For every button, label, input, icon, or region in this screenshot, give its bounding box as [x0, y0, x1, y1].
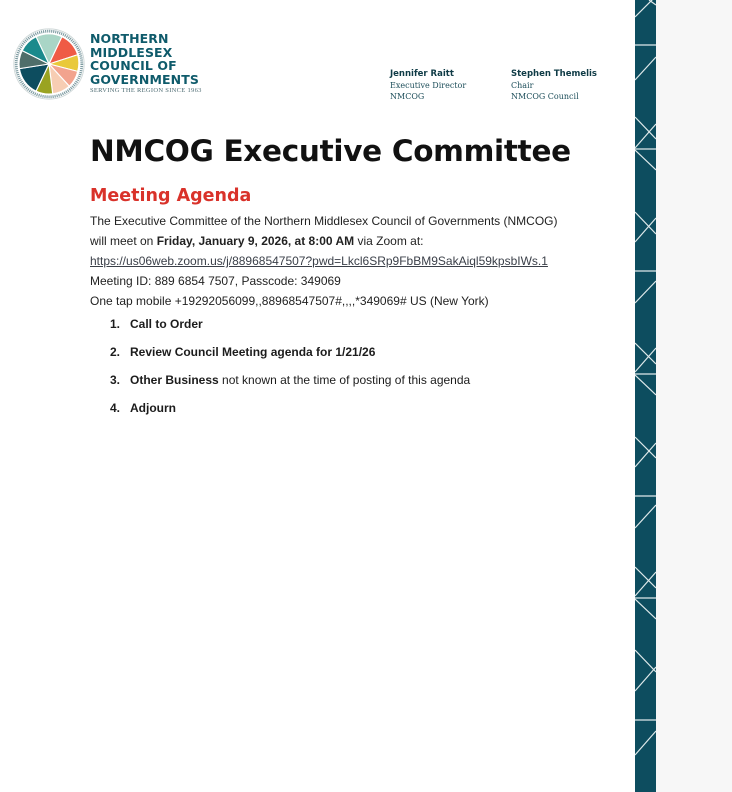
intro-text: via Zoom at:	[354, 234, 424, 248]
logo-wordmark	[90, 32, 202, 94]
logo-line: GOVERNMENTS	[90, 71, 199, 87]
contact-chair	[511, 69, 632, 102]
meeting-datetime-line	[90, 231, 610, 251]
contact-name: Jennifer Raitt	[390, 69, 454, 79]
lattice-pattern-icon	[635, 0, 656, 792]
logo-line: COUNCIL OF	[90, 58, 177, 73]
agenda-item-detail: not known at the time of posting of this agenda	[218, 373, 471, 387]
contact-title: Chair	[511, 81, 534, 90]
decorative-side-strip	[635, 0, 656, 792]
logo-line: MIDDLESEX	[90, 44, 173, 60]
agenda-item-number: 4.	[110, 401, 121, 415]
contact-org: NMCOG Council	[511, 92, 579, 101]
meeting-intro	[90, 211, 610, 311]
agenda-item-title: Review Council Meeting agenda for 1/21/26	[130, 345, 376, 359]
intro-text: will meet on	[90, 234, 157, 248]
agenda-item	[110, 370, 470, 398]
agenda-item	[110, 398, 470, 426]
contact-title: Executive Director	[390, 81, 467, 90]
page-subtitle: Meeting Agenda	[90, 186, 252, 206]
page-title: NMCOG Executive Committee	[90, 134, 571, 168]
agenda-item	[110, 314, 470, 342]
agenda-item-number: 1.	[110, 317, 121, 331]
nmcog-logo-mark-icon	[12, 27, 86, 101]
contact-name: Stephen Themelis	[511, 69, 597, 79]
intro-line: The Executive Committee of the Northern Middlesex Council of Governments (NMCOG)	[90, 214, 558, 228]
contact-executive-director	[390, 69, 511, 102]
logo-tagline: SERVING THE REGION SINCE 1963	[90, 87, 202, 94]
agenda-item-number: 3.	[110, 373, 121, 387]
meeting-id-line: Meeting ID: 889 6854 7507, Passcode: 349069	[90, 274, 341, 288]
contact-org: NMCOG	[390, 92, 425, 101]
agenda-item-title: Call to Order	[130, 317, 203, 331]
window-background	[656, 0, 732, 792]
agenda-item-title: Other Business	[130, 373, 219, 387]
contacts-block	[390, 69, 632, 102]
agenda-item	[110, 342, 470, 370]
agenda-item-title: Adjourn	[130, 401, 176, 415]
meeting-datetime: Friday, January 9, 2026, at 8:00 AM	[156, 234, 355, 248]
agenda-list	[110, 314, 470, 426]
one-tap-line: One tap mobile +19292056099,,88968547507#,,,,*349069# US (New York)	[90, 294, 489, 308]
logo-line: NORTHERN	[90, 31, 169, 46]
zoom-link-line	[90, 251, 610, 271]
agenda-item-number: 2.	[110, 345, 121, 359]
nmcog-logo	[12, 27, 202, 101]
zoom-link[interactable]: https://us06web.zoom.us/j/88968547507?pwd=Lkcl6SRp9FbBM9SakAiql59kpsbIWs.1	[90, 254, 548, 268]
